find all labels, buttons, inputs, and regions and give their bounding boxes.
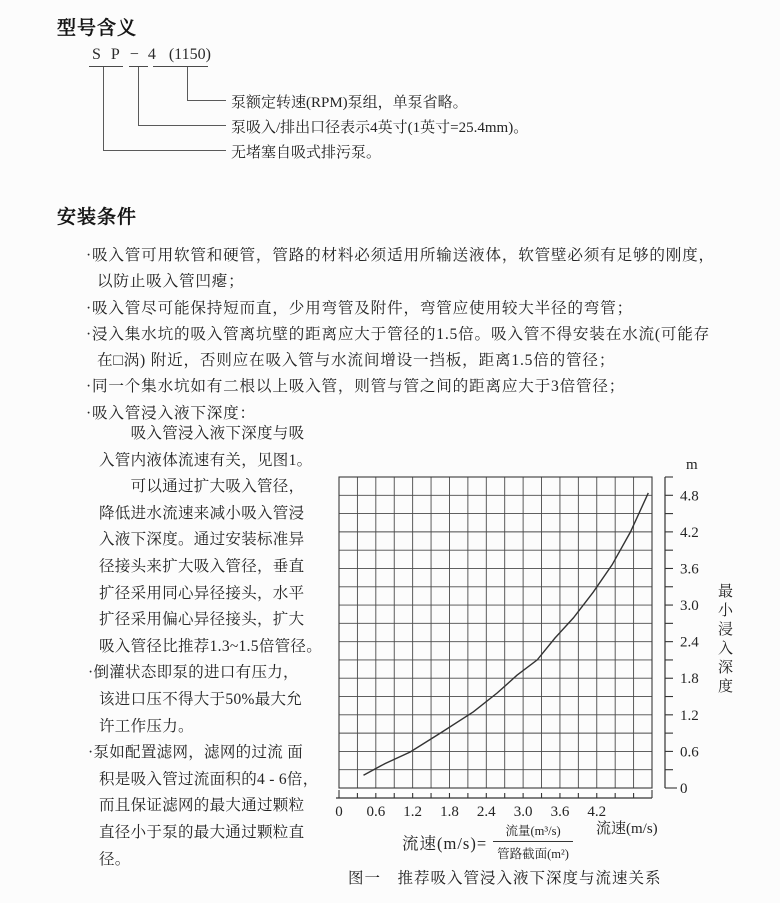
svg-text:2.4: 2.4 bbox=[680, 634, 699, 651]
formula-fraction bbox=[493, 821, 573, 862]
text-line: 扩径采用偏心异径接头，扩大 bbox=[99, 611, 305, 629]
formula-lhs: 流速(m/s)= bbox=[402, 833, 488, 853]
text-line: 在□涡) 附近，否则应在吸入管与水流间增设一挡板，距离1.5倍的管径； bbox=[97, 352, 616, 370]
model-code-rpm: (1150) bbox=[168, 46, 211, 63]
formula-denominator: 管路截面(m²) bbox=[497, 847, 569, 861]
text-line: 降低进水流速来减小吸入管浸 bbox=[99, 504, 305, 522]
text-line: 泵吸入/排出口径表示4英寸(1英寸=25.4mm)。 bbox=[231, 120, 529, 137]
text-line: 径。 bbox=[99, 850, 131, 868]
y-axis-label: 最小浸入深度 bbox=[716, 583, 732, 697]
text-line: ·吸入管尽可能保持短而直，少用弯管及附件，弯管应使用较大半径的弯管； bbox=[86, 299, 633, 317]
text-line: 积是吸入管过流面积的4 - 6倍， bbox=[99, 770, 319, 788]
svg-text:3.6: 3.6 bbox=[550, 804, 570, 820]
svg-text:3.0: 3.0 bbox=[513, 804, 533, 820]
text-line: 无堵塞自吸式排污泵。 bbox=[231, 145, 382, 162]
connector-line-rpm bbox=[187, 67, 226, 101]
svg-text:1.8: 1.8 bbox=[680, 671, 699, 688]
model-code-dash: − bbox=[129, 46, 139, 63]
text-line: ·吸入管浸入液下深度： bbox=[86, 404, 256, 422]
model-code-explanations bbox=[231, 91, 528, 167]
text-line: 吸入管浸入液下深度与吸 bbox=[99, 425, 305, 442]
text-line: ·吸入管可用软管和硬管，管路的材料必须适用所输送液体，软管壁必须有足够的刚度， bbox=[86, 247, 715, 264]
svg-text:2.4: 2.4 bbox=[476, 804, 496, 820]
svg-text:4.8: 4.8 bbox=[680, 488, 699, 505]
text-line: 入管内液体流速有关，见图1。 bbox=[99, 451, 313, 469]
model-code-bore: 4 bbox=[147, 46, 156, 63]
section-title-install-conditions: 安装条件 bbox=[57, 207, 138, 228]
text-line: 可以通过扩大吸入管径， bbox=[99, 478, 305, 496]
text-line: 扩径采用同心异径接头，水平 bbox=[99, 584, 305, 602]
svg-text:1.2: 1.2 bbox=[403, 804, 423, 820]
velocity-formula bbox=[402, 821, 573, 862]
text-line: 径接头来扩大吸入管径，垂直 bbox=[99, 557, 305, 575]
text-line: 该进口压不得大于50%最大允 bbox=[99, 690, 303, 708]
svg-text:m: m bbox=[686, 457, 698, 473]
figure-caption: 图一 推荐吸入管浸入液下深度与流速关系 bbox=[348, 870, 662, 887]
text-line: 泵额定转速(RPM)泵组，单泵省略。 bbox=[231, 95, 468, 111]
text-line: 直径小于泵的最大通过颗粒直 bbox=[99, 823, 305, 841]
svg-text:4.2: 4.2 bbox=[680, 524, 699, 541]
svg-text:3.6: 3.6 bbox=[680, 561, 699, 578]
text-line: 吸入管径比推荐1.3~1.5倍管径。 bbox=[99, 637, 323, 655]
formula-numerator: 流量(m³/s) bbox=[493, 821, 573, 842]
text-line: 入液下深度。通过安装标准异 bbox=[99, 531, 305, 549]
section-title-model-meaning: 型号含义 bbox=[57, 18, 138, 39]
text-line: ·倒灌状态即泵的进口有压力， bbox=[88, 664, 299, 682]
x-axis-label: 流速(m/s) bbox=[596, 821, 658, 837]
svg-text:0: 0 bbox=[680, 781, 688, 797]
svg-text:4.2: 4.2 bbox=[587, 804, 607, 820]
text-line: ·浸入集水坑的吸入管离坑壁的距离应大于管径的1.5倍。吸入管不得安装在水流(可能存 bbox=[86, 325, 711, 343]
svg-text:1.2: 1.2 bbox=[680, 707, 699, 724]
submersion-depth-paragraphs bbox=[88, 421, 335, 873]
text-line: 以防止吸入管凹瘪； bbox=[97, 273, 245, 291]
text-line: 而且保证滤网的最大通过颗粒 bbox=[99, 797, 305, 815]
svg-text:3.0: 3.0 bbox=[680, 598, 699, 615]
svg-text:0: 0 bbox=[335, 804, 343, 820]
model-code bbox=[92, 46, 211, 64]
depth-velocity-chart bbox=[330, 455, 714, 835]
svg-text:1.8: 1.8 bbox=[440, 804, 459, 820]
svg-text:0.6: 0.6 bbox=[680, 744, 699, 761]
model-code-prefix: S P bbox=[92, 46, 123, 63]
text-line: ·泵如配置滤网，滤网的过流 面 bbox=[88, 744, 304, 762]
svg-text:0.6: 0.6 bbox=[366, 804, 386, 820]
text-line: 许工作压力。 bbox=[99, 717, 194, 735]
text-line: ·同一个集水坑如有二根以上吸入管，则管与管之间的距离应大于3倍管径； bbox=[86, 378, 626, 396]
install-conditions-list bbox=[86, 243, 715, 427]
